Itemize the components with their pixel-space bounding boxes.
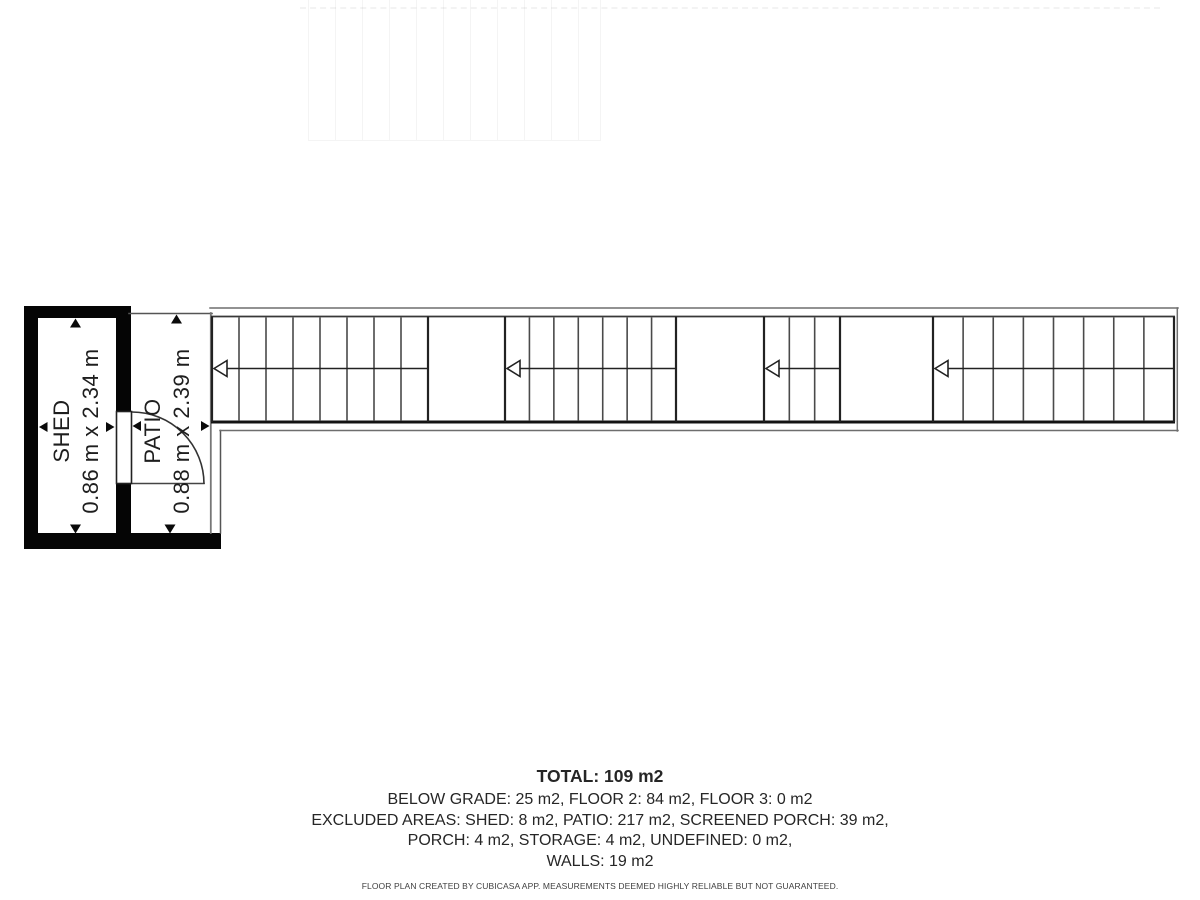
stairs-strip bbox=[211, 317, 1175, 423]
shed-room-name: SHED bbox=[49, 399, 74, 463]
shed-dim-arrow-right bbox=[106, 422, 115, 432]
stair-direction-arrow-head bbox=[766, 361, 779, 377]
shed-dim-arrow-up bbox=[70, 319, 81, 328]
door-leaf bbox=[117, 412, 132, 484]
floors-area-text: BELOW GRADE: 25 m2, FLOOR 2: 84 m2, FLOOR 3: 0 m2 bbox=[387, 791, 813, 808]
stair-direction-arrow-head bbox=[214, 361, 227, 377]
patio-dim-arrow-right bbox=[201, 421, 210, 431]
walls-area-text: WALLS: 19 m2 bbox=[546, 852, 654, 870]
excluded-areas-text: EXCLUDED AREAS: SHED: 8 m2, PATIO: 217 m2, SCREENED PORCH: 39 m2, bbox=[311, 811, 889, 829]
patio-room-dimensions: 0.88 m x 2.39 m bbox=[169, 348, 194, 514]
disclaimer-text: FLOOR PLAN CREATED BY CUBICASA APP. MEASUREMENTS DEEMED HIGHLY RELIABLE BUT NOT GUARANTEED. bbox=[361, 881, 839, 891]
patio-room-label bbox=[138, 348, 196, 513]
area-summary bbox=[0, 766, 1200, 891]
divider-wall-upper bbox=[116, 306, 131, 412]
shed-room-label bbox=[47, 348, 105, 513]
shed-left-wall bbox=[24, 306, 38, 549]
patio-dim-arrow-down bbox=[165, 525, 176, 534]
total-area-text: TOTAL: 109 m2 bbox=[536, 766, 664, 786]
bottom-wall bbox=[24, 533, 221, 549]
patio-dim-arrow-up bbox=[171, 315, 182, 324]
patio-room-name: PATIO bbox=[140, 398, 165, 464]
shed-top-wall bbox=[24, 306, 129, 318]
stair-direction-arrow-head bbox=[507, 361, 520, 377]
stair-direction-arrow-head bbox=[935, 361, 948, 377]
excluded-areas-text-2: PORCH: 4 m2, STORAGE: 4 m2, UNDEFINED: 0 m2, bbox=[407, 832, 793, 849]
shed-dim-arrow-down bbox=[70, 525, 81, 534]
shed-room-dimensions: 0.86 m x 2.34 m bbox=[78, 348, 103, 514]
